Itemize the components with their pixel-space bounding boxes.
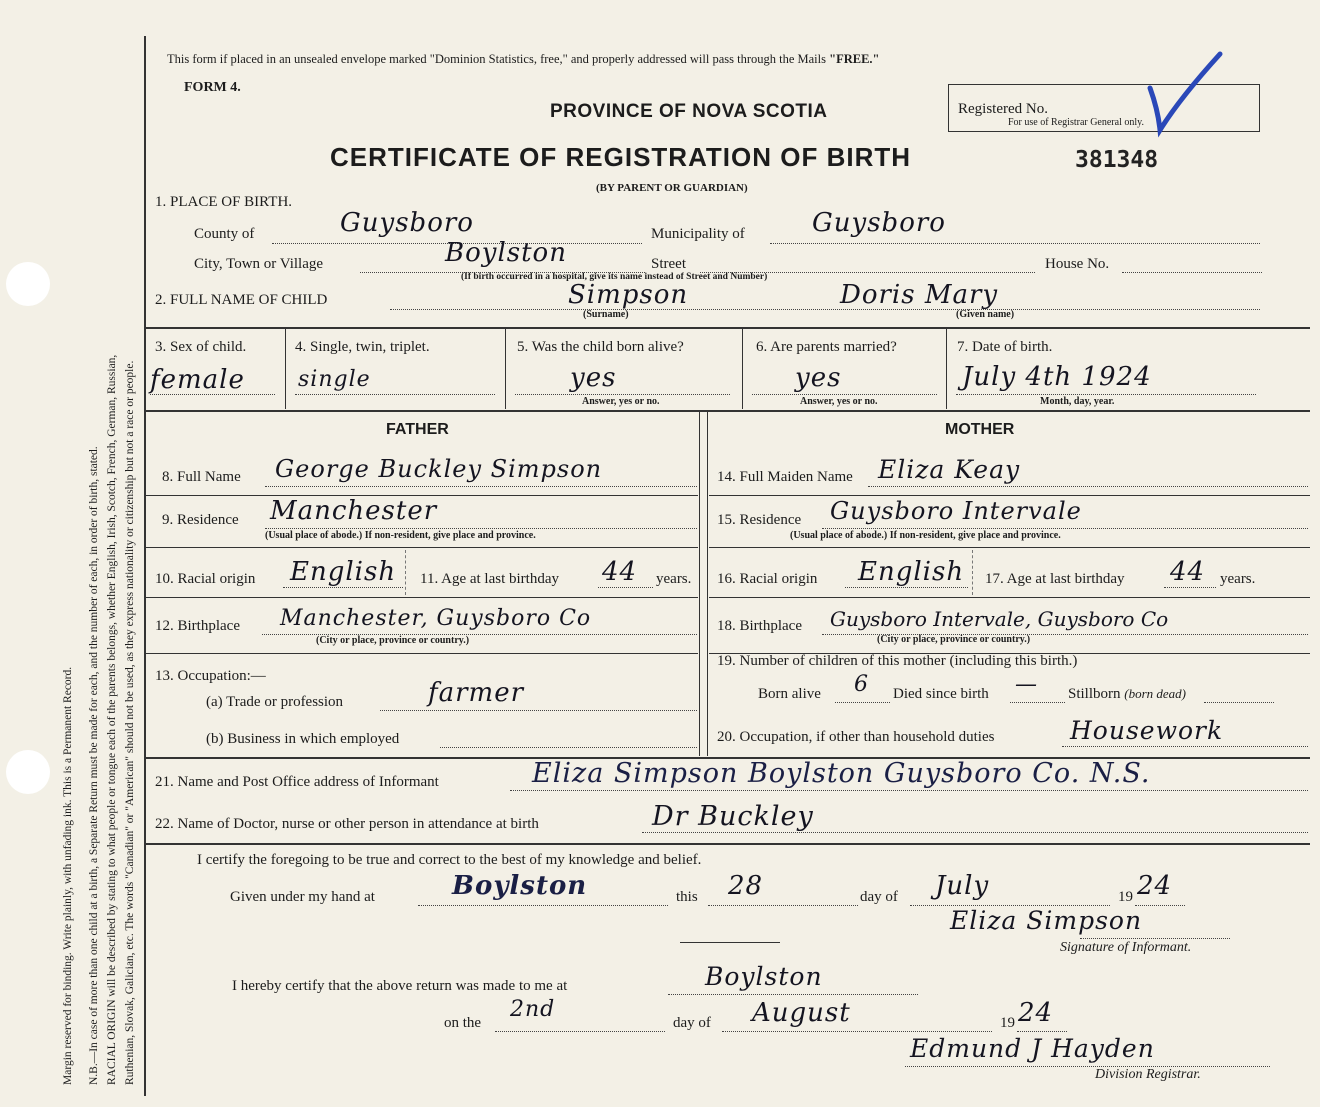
born-alive-value: yes — [570, 363, 617, 393]
dob-label: 7. Date of birth. — [957, 339, 1053, 355]
margin-note-binding: Margin reserved for binding. Write plainly, with unfading ink. This is a Permanent Record. — [62, 666, 74, 1085]
father-racial-label: 10. Racial origin — [155, 571, 256, 587]
city-label: City, Town or Village — [194, 256, 324, 272]
father-age-label: 11. Age at last birthday — [420, 571, 559, 587]
punch-hole-top — [6, 262, 50, 306]
form-number: FORM 4. — [184, 80, 241, 95]
parents-married-value: yes — [795, 363, 842, 393]
mother-residence-value: Guysboro Intervale — [830, 497, 1082, 525]
municipality-value: Guysboro — [812, 208, 946, 238]
county-label: County of — [194, 226, 255, 242]
this-label: this — [676, 889, 698, 905]
mother-age-value: 44 — [1170, 557, 1206, 587]
registrar-year-value: 24 — [1018, 998, 1054, 1028]
registrar-signature: Edmund J Hayden — [910, 1034, 1155, 1063]
city-value: Boylston — [445, 238, 567, 268]
mother-residence-label: 15. Residence — [717, 512, 802, 528]
sex-value: female — [150, 365, 245, 395]
certificate-title: CERTIFICATE OF REGISTRATION OF BIRTH — [330, 142, 912, 172]
margin-note-nb: N.B.—In case of more than one child at a birth, a Separate Return must be made for each, and the number of each, in order of birth, stated. — [88, 446, 100, 1085]
punch-hole-bottom — [6, 750, 50, 794]
mother-heading: MOTHER — [945, 421, 1015, 438]
father-birthplace-caption: (City or place, province or country.) — [316, 635, 470, 646]
margin-note-racial-1: RACIAL ORIGIN will be described by stating to what people or tongue each of the parents belongs, whether English, Irish, Scotch, French, German, Russian, — [106, 354, 118, 1085]
stillborn-label: Stillborn (born dead) — [1068, 686, 1187, 702]
mother-name-label: 14. Full Maiden Name — [717, 469, 853, 485]
born-alive-count: 6 — [854, 672, 869, 697]
died-count: — — [1015, 672, 1038, 697]
sex-label: 3. Sex of child. — [155, 339, 247, 355]
father-racial-value: English — [290, 557, 397, 587]
registrar-day-of-label: day of — [673, 1015, 711, 1031]
plurality-value: single — [298, 367, 371, 392]
registered-no-label: Registered No. — [958, 101, 1048, 117]
mother-residence-caption: (Usual place of abode.) If non-resident, give place and province. — [790, 530, 1061, 541]
surname-caption: (Surname) — [583, 309, 629, 320]
father-birthplace-value: Manchester, Guysboro Co — [280, 606, 592, 631]
dob-value: July 4th 1924 — [962, 362, 1152, 392]
father-residence-value: Manchester — [270, 496, 438, 526]
father-residence-label: 9. Residence — [162, 512, 239, 528]
registrar-month-value: August — [752, 998, 851, 1028]
registrar-on-label: on the — [444, 1015, 482, 1031]
cert-day-value: 28 — [728, 871, 764, 901]
mother-birthplace-value: Guysboro Intervale, Guysboro Co — [830, 607, 1169, 631]
registrar-return-label: I hereby certify that the above return was made to me at — [232, 978, 568, 994]
father-age-value: 44 — [602, 557, 638, 587]
province-heading: PROVINCE OF NOVA SCOTIA — [550, 101, 828, 122]
margin-border — [144, 36, 146, 1096]
trade-value: farmer — [428, 678, 525, 708]
father-residence-caption: (Usual place of abode.) If non-resident, give place and province. — [265, 530, 536, 541]
informant-value: Eliza Simpson Boylston Guysboro Co. N.S. — [532, 758, 1151, 789]
informant-label: 21. Name and Post Office address of Informant — [155, 774, 439, 790]
certificate-number: 381348 — [1075, 147, 1159, 173]
municipality-label: Municipality of — [651, 226, 745, 242]
house-no-label: House No. — [1045, 256, 1110, 272]
child-given-name: Doris Mary — [840, 280, 999, 310]
given-under-label: Given under my hand at — [230, 889, 375, 905]
registrar-day-value: 2nd — [510, 997, 556, 1022]
mother-name-value: Eliza Keay — [878, 455, 1021, 484]
county-value: Guysboro — [340, 208, 474, 238]
mother-occupation-label: 20. Occupation, if other than household duties — [717, 729, 995, 745]
street-note: (If birth occurred in a hospital, give its name instead of Street and Number) — [461, 272, 768, 282]
doctor-value: Dr Buckley — [652, 801, 814, 832]
father-name-value: George Buckley Simpson — [275, 455, 603, 483]
father-heading: FATHER — [386, 421, 449, 438]
checkmark-icon — [1140, 48, 1230, 138]
cert-year-value: 24 — [1137, 871, 1173, 901]
given-name-caption: (Given name) — [956, 309, 1015, 320]
registrar-use-note: For use of Registrar General only. — [1008, 117, 1144, 128]
born-alive-label: 5. Was the child born alive? — [517, 339, 684, 355]
mother-racial-value: English — [858, 557, 965, 587]
place-of-birth-label: 1. PLACE OF BIRTH. — [155, 194, 293, 210]
plurality-label: 4. Single, twin, triplet. — [295, 339, 430, 355]
cert-month-value: July — [935, 871, 990, 901]
registrar-caption: Division Registrar. — [1095, 1067, 1201, 1082]
mother-age-years: years. — [1220, 571, 1256, 587]
mother-birthplace-label: 18. Birthplace — [717, 618, 802, 634]
business-label: (b) Business in which employed — [206, 731, 400, 747]
father-name-label: 8. Full Name — [162, 469, 241, 485]
born-alive-count-label: Born alive — [758, 686, 821, 702]
street-label: Street — [651, 256, 686, 272]
child-surname: Simpson — [568, 280, 689, 310]
registrar-year-prefix: 19 — [1000, 1015, 1015, 1031]
doctor-label: 22. Name of Doctor, nurse or other person in attendance at birth — [155, 816, 539, 832]
informant-signature: Eliza Simpson — [950, 906, 1143, 935]
father-birthplace-label: 12. Birthplace — [155, 618, 240, 634]
father-occupation-label: 13. Occupation:— — [155, 668, 266, 684]
born-alive-caption: Answer, yes or no. — [582, 396, 660, 407]
cert-year-prefix: 19 — [1118, 889, 1133, 905]
parents-married-caption: Answer, yes or no. — [800, 396, 878, 407]
mother-age-label: 17. Age at last birthday — [985, 571, 1125, 587]
certify-statement: I certify the foregoing to be true and correct to the best of my knowledge and belief. — [197, 852, 702, 868]
parents-married-label: 6. Are parents married? — [756, 339, 897, 355]
cert-day-of-label: day of — [860, 889, 898, 905]
mail-notice: This form if placed in an unsealed envelope marked "Dominion Statistics, free," and properly addressed will pass through the Mails "FREE." — [167, 52, 880, 66]
trade-label: (a) Trade or profession — [206, 694, 344, 710]
mother-birthplace-caption: (City or place, province or country.) — [877, 634, 1031, 645]
child-name-label: 2. FULL NAME OF CHILD — [155, 292, 328, 308]
certificate-subtitle: (BY PARENT OR GUARDIAN) — [596, 182, 748, 194]
children-count-label: 19. Number of children of this mother (including this birth.) — [717, 653, 1078, 669]
mother-racial-label: 16. Racial origin — [717, 571, 818, 587]
father-age-years: years. — [656, 571, 692, 587]
mother-occupation-value: Housework — [1070, 716, 1224, 745]
dob-caption: Month, day, year. — [1040, 396, 1115, 407]
died-label: Died since birth — [893, 686, 989, 702]
given-place-value: Boylston — [452, 871, 588, 901]
registrar-place-value: Boylston — [705, 962, 823, 991]
informant-signature-caption: Signature of Informant. — [1060, 940, 1192, 955]
margin-note-racial-2: Ruthenian, Slovak, Galician, etc. The words "Canadian" or "American" should not be used, as they express nationality or citizenship but not a race or people. — [124, 360, 136, 1085]
